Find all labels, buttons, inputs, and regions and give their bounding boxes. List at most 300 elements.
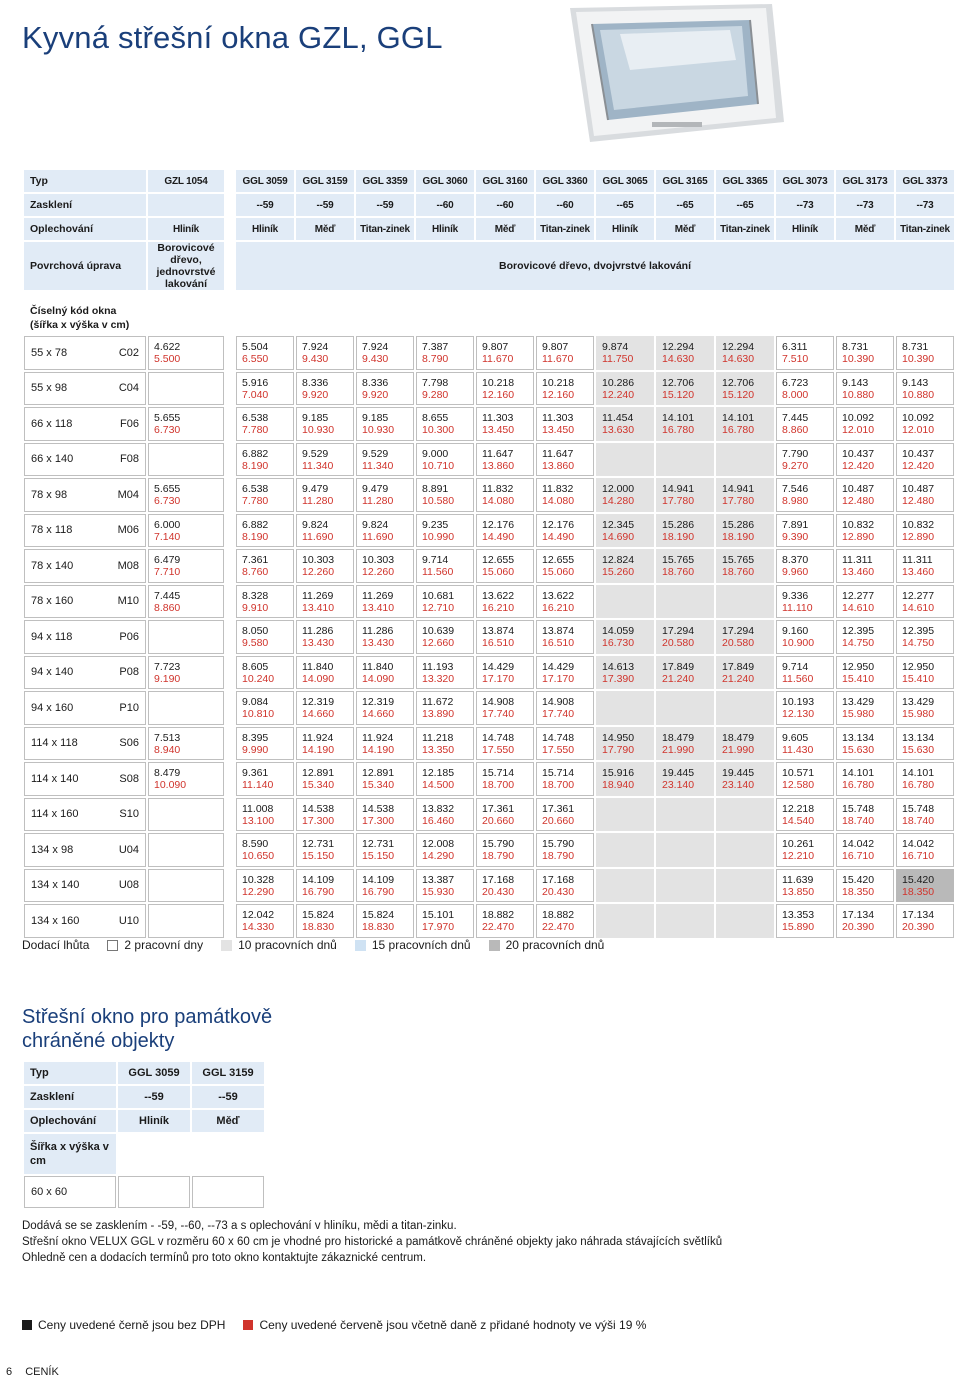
net-price: 17.849 <box>722 660 755 673</box>
page-number: 6 <box>6 1366 13 1378</box>
net-price: 8.328 <box>242 589 269 602</box>
gross-price: 11.140 <box>242 779 274 791</box>
gross-price: 11.280 <box>362 495 394 507</box>
col-flashing: Měď <box>296 218 354 240</box>
gross-price: 21.990 <box>662 743 695 756</box>
net-price: 10.328 <box>242 873 275 886</box>
net-price: 13.134 <box>902 731 935 744</box>
price-cell <box>896 549 954 583</box>
gross-price: 18.940 <box>602 779 635 791</box>
gross-price: 12.240 <box>602 388 635 401</box>
net-price: 11.924 <box>302 731 334 744</box>
red-square-icon <box>243 1320 253 1330</box>
net-price: 11.672 <box>422 696 454 708</box>
col-flashing: Titan-zinek <box>536 218 594 240</box>
net-price: 15.420 <box>902 873 935 886</box>
net-price: 9.000 <box>422 447 449 460</box>
gross-price: 11.340 <box>302 459 334 472</box>
table-row <box>24 336 954 370</box>
gross-price: 10.390 <box>902 353 935 365</box>
net-price: 10.832 <box>842 518 875 531</box>
col-flashing: Měď <box>476 218 534 240</box>
price-cell <box>236 762 294 796</box>
gross-price: 10.090 <box>154 779 187 791</box>
net-price: 6.311 <box>782 341 808 353</box>
gross-price: 12.480 <box>902 495 935 507</box>
gross-price: 13.100 <box>242 814 275 827</box>
net-price: 15.714 <box>542 767 575 779</box>
net-price: 10.437 <box>902 447 935 460</box>
gross-price: 21.240 <box>662 672 695 685</box>
gross-price: 8.860 <box>154 601 181 614</box>
price-cell <box>296 407 354 441</box>
gross-price: 13.860 <box>482 459 515 472</box>
gross-price: 6.730 <box>154 495 181 507</box>
gross-price: 10.650 <box>242 850 275 862</box>
col-flashing: Měď <box>656 218 714 240</box>
swatch-15-days <box>355 940 366 951</box>
price-cell <box>716 478 774 512</box>
size-cell <box>24 727 146 761</box>
size-code: C02 <box>118 346 139 359</box>
gross-price: 14.630 <box>722 353 755 365</box>
gross-price: 10.390 <box>842 353 875 365</box>
col-flashing: Titan-zinek <box>356 218 414 240</box>
price-cell <box>536 762 594 796</box>
price-cell <box>236 336 294 370</box>
gross-price: 14.330 <box>242 921 275 933</box>
net-price: 7.924 <box>302 341 329 353</box>
price-cell <box>776 904 834 938</box>
net-price: 12.218 <box>782 802 815 815</box>
gross-price: 14.750 <box>902 637 935 649</box>
gross-price: 14.610 <box>842 601 875 614</box>
net-price: 13.874 <box>542 625 575 637</box>
net-price: 12.731 <box>302 838 335 850</box>
table-row <box>24 904 954 938</box>
net-price: 6.000 <box>154 518 181 531</box>
delivery-legend-label: Dodací lhůta <box>22 938 90 952</box>
gross-price: 14.630 <box>662 353 695 365</box>
price-cell <box>596 691 654 725</box>
price-cell <box>596 407 654 441</box>
net-price: 10.487 <box>842 483 875 495</box>
col-flashing: Hliník <box>776 218 834 240</box>
price-cell <box>776 443 834 477</box>
net-price: 11.269 <box>362 589 394 602</box>
price-cell <box>716 656 774 690</box>
gross-price: 9.190 <box>154 672 181 685</box>
gross-price: 15.150 <box>362 850 395 862</box>
price-cell <box>416 620 474 654</box>
price-cell <box>236 727 294 761</box>
size-label: 66 x 118 <box>31 417 73 430</box>
gross-price: 13.430 <box>302 637 335 649</box>
gross-price: 18.790 <box>482 850 515 862</box>
gross-price: 16.710 <box>902 850 935 862</box>
gross-price: 9.280 <box>422 388 449 401</box>
price-cell <box>356 833 414 867</box>
legend-2-days: 2 pracovní dny <box>124 938 204 952</box>
net-price: 11.193 <box>422 660 454 673</box>
price-cell <box>296 904 354 938</box>
gross-price: 20.430 <box>482 885 515 898</box>
size-code: S08 <box>119 772 139 785</box>
legend-20-days: 20 pracovních dnů <box>505 938 605 952</box>
gross-price: 5.500 <box>154 353 181 365</box>
size-label: 114 x 118 <box>31 737 78 750</box>
gross-price: 10.990 <box>422 530 455 543</box>
gross-price: 15.150 <box>302 850 335 862</box>
size-cell <box>24 443 146 477</box>
gross-price: 11.670 <box>542 353 574 365</box>
price-cell <box>356 798 414 832</box>
size-cell <box>24 904 146 938</box>
gross-price: 12.210 <box>782 850 815 862</box>
swatch-2-days <box>107 940 118 951</box>
gross-price: 11.750 <box>602 353 634 365</box>
gross-price: 18.760 <box>722 566 755 578</box>
net-price: 6.882 <box>242 447 269 460</box>
price-cell <box>596 798 654 832</box>
net-price: 15.748 <box>842 802 875 815</box>
gross-price: 16.460 <box>422 814 455 827</box>
gross-price: 15.120 <box>662 388 695 401</box>
price-cell <box>656 798 714 832</box>
size-cell <box>24 372 146 406</box>
size-code: M08 <box>117 559 139 572</box>
col-glazing: --60 <box>416 194 474 216</box>
net-price: 15.748 <box>902 802 935 815</box>
net-price: 11.286 <box>302 625 334 637</box>
price-cell <box>716 798 774 832</box>
net-price: 14.042 <box>902 838 935 850</box>
header-flashing-label: Oplechování <box>24 218 146 240</box>
price-cell <box>896 514 954 548</box>
table-row <box>24 691 954 725</box>
net-price: 13.832 <box>422 802 455 815</box>
net-price: 12.176 <box>482 518 515 531</box>
net-price: 12.824 <box>602 554 635 566</box>
net-price: 14.538 <box>362 802 395 815</box>
price-cell <box>236 620 294 654</box>
price-cell <box>596 372 654 406</box>
gross-price: 17.970 <box>422 921 455 933</box>
size-label: 114 x 160 <box>31 808 79 821</box>
price-cell <box>356 407 414 441</box>
gross-price: 16.210 <box>542 601 575 614</box>
size-cell <box>24 514 146 548</box>
net-price: 12.319 <box>362 696 395 708</box>
gzl-price-cell <box>148 372 224 406</box>
net-price: 11.639 <box>782 873 814 886</box>
gzl-price-cell <box>148 798 224 832</box>
net-price: 11.269 <box>302 589 334 602</box>
price-cell <box>716 904 774 938</box>
gross-price: 16.510 <box>482 637 515 649</box>
gross-price: 21.240 <box>722 672 755 685</box>
gross-price: 15.410 <box>902 672 935 685</box>
price-cell <box>596 727 654 761</box>
net-price: 13.134 <box>842 731 875 744</box>
gross-price: 13.630 <box>602 424 635 436</box>
size-label: 78 x 98 <box>31 488 68 501</box>
gross-price: 13.320 <box>422 672 455 685</box>
price-cell <box>416 798 474 832</box>
price-cell <box>716 443 774 477</box>
price-cell <box>476 336 534 370</box>
price-cell <box>836 443 894 477</box>
net-price: 14.941 <box>662 483 695 495</box>
price-cell <box>236 443 294 477</box>
price-cell <box>476 656 534 690</box>
net-price: 13.622 <box>542 589 575 602</box>
gross-price: 9.910 <box>242 601 269 614</box>
price-cell <box>536 904 594 938</box>
gross-price: 9.390 <box>782 530 809 543</box>
net-price: 5.916 <box>242 376 269 389</box>
gross-price: 11.340 <box>362 459 394 472</box>
gross-price: 13.460 <box>902 566 935 578</box>
table-row <box>24 372 954 406</box>
col-type: GGL 3359 <box>356 170 414 192</box>
price-cell <box>536 549 594 583</box>
gross-price: 17.170 <box>542 672 575 685</box>
gross-price: 11.110 <box>782 601 813 614</box>
price-cell <box>476 407 534 441</box>
size-code: P08 <box>119 666 139 679</box>
gross-price: 10.710 <box>422 459 455 472</box>
gzl-type: GZL 1054 <box>148 170 224 192</box>
net-price: 7.790 <box>782 447 809 460</box>
gross-price: 8.790 <box>422 353 449 365</box>
size-label: 66 x 140 <box>31 453 74 466</box>
price-cell <box>356 514 414 548</box>
table-row <box>24 514 954 548</box>
gzl-price-cell <box>148 620 224 654</box>
col-type: GGL 3160 <box>476 170 534 192</box>
net-price: 8.336 <box>302 376 329 389</box>
price-cell <box>776 478 834 512</box>
header-glazing-label: Zasklení <box>24 194 146 216</box>
net-price: 12.655 <box>482 554 515 566</box>
price-cell <box>536 372 594 406</box>
price-cell <box>896 443 954 477</box>
size-cell <box>24 478 146 512</box>
net-price: 15.101 <box>422 909 455 921</box>
net-price: 15.765 <box>662 554 695 566</box>
swatch-20-days <box>489 940 500 951</box>
net-price: 11.303 <box>542 412 574 424</box>
price-cell <box>356 656 414 690</box>
price-cell <box>476 762 534 796</box>
gross-price: 15.060 <box>482 566 515 578</box>
gross-price: 23.140 <box>662 779 695 791</box>
gzl-price-cell <box>148 869 224 903</box>
price-cell <box>716 549 774 583</box>
price-cell <box>836 656 894 690</box>
gross-price: 15.060 <box>542 566 575 578</box>
gross-price: 14.280 <box>602 495 635 507</box>
price-cell <box>596 762 654 796</box>
gross-price: 12.420 <box>902 459 935 472</box>
price-cell <box>416 833 474 867</box>
gross-price: 8.190 <box>242 459 269 472</box>
gross-price: 10.930 <box>302 424 335 436</box>
price-cell <box>716 727 774 761</box>
price-cell <box>476 478 534 512</box>
gross-price: 12.010 <box>902 424 935 436</box>
gross-price: 11.670 <box>482 353 514 365</box>
price-cell <box>416 727 474 761</box>
gross-price: 18.700 <box>482 779 515 791</box>
net-price: 14.908 <box>542 696 575 708</box>
gross-price: 12.710 <box>422 601 455 614</box>
price-cell <box>476 798 534 832</box>
net-price: 17.361 <box>482 802 515 815</box>
price-cell <box>296 833 354 867</box>
price-cell <box>236 691 294 725</box>
gross-price: 9.960 <box>782 566 809 578</box>
net-price: 8.395 <box>242 731 269 744</box>
col-type: GGL 3373 <box>896 170 954 192</box>
net-price: 17.849 <box>662 660 695 673</box>
price-cell <box>416 478 474 512</box>
col-glazing: --59 <box>236 194 294 216</box>
price-cell <box>716 833 774 867</box>
net-price: 15.765 <box>722 554 755 566</box>
gross-price: 13.430 <box>362 637 395 649</box>
price-cell <box>656 904 714 938</box>
price-cell <box>416 656 474 690</box>
net-price: 14.101 <box>722 412 755 424</box>
gzl-price-cell <box>148 727 224 761</box>
price-cell <box>536 407 594 441</box>
net-price: 12.008 <box>422 838 455 850</box>
price-cell <box>236 904 294 938</box>
net-price: 9.874 <box>602 341 629 353</box>
price-cell <box>776 620 834 654</box>
net-price: 10.681 <box>422 589 455 602</box>
gross-price: 17.740 <box>482 708 515 720</box>
black-square-icon <box>22 1320 32 1330</box>
net-price: 12.176 <box>542 518 575 531</box>
gross-price: 18.760 <box>662 566 695 578</box>
gross-price: 11.560 <box>422 566 454 578</box>
gross-price: 13.410 <box>302 601 335 614</box>
size-code: U04 <box>118 843 139 856</box>
gross-price: 9.580 <box>242 637 269 649</box>
gross-price: 10.810 <box>242 708 275 720</box>
price-cell <box>836 620 894 654</box>
size-label: 78 x 140 <box>31 559 74 572</box>
gross-price: 15.340 <box>302 779 335 791</box>
col-type: GGL 3073 <box>776 170 834 192</box>
gross-price: 14.750 <box>842 637 875 649</box>
price-cell <box>476 443 534 477</box>
price-cell <box>296 691 354 725</box>
net-price: 11.924 <box>362 731 394 744</box>
price-cell <box>656 514 714 548</box>
net-price: 9.185 <box>302 412 329 424</box>
net-price: 7.387 <box>422 341 449 353</box>
gross-price: 12.010 <box>842 424 875 436</box>
table-row <box>24 549 954 583</box>
net-price: 11.286 <box>362 625 394 637</box>
gross-price: 14.090 <box>362 672 395 685</box>
size-label: 114 x 140 <box>31 772 79 785</box>
gross-price: 12.890 <box>902 530 935 543</box>
price-cell <box>536 656 594 690</box>
price-cell <box>536 478 594 512</box>
net-price: 14.101 <box>842 767 875 779</box>
gross-price: 14.660 <box>302 708 335 720</box>
price-cell <box>836 336 894 370</box>
gross-price: 10.930 <box>362 424 395 436</box>
size-code: M10 <box>117 595 139 608</box>
net-price: 18.479 <box>662 731 695 744</box>
price-cell <box>776 727 834 761</box>
price-cell <box>356 691 414 725</box>
net-price: 10.639 <box>422 625 455 637</box>
gross-price: 15.980 <box>902 708 935 720</box>
price-cell <box>596 620 654 654</box>
price-cell <box>896 620 954 654</box>
price-cell <box>356 336 414 370</box>
net-price: 14.429 <box>542 660 575 673</box>
table-row <box>24 443 954 477</box>
net-price: 11.832 <box>482 483 514 495</box>
net-price: 9.529 <box>302 447 329 460</box>
price-cell <box>416 407 474 441</box>
gross-price: 13.860 <box>542 459 575 472</box>
gzl-flashing: Hliník <box>148 218 224 240</box>
col-glazing: --59 <box>296 194 354 216</box>
price-cell <box>836 478 894 512</box>
net-price: 13.874 <box>482 625 515 637</box>
gzl-price-cell <box>148 762 224 796</box>
net-price: 7.723 <box>154 660 181 673</box>
price-cell <box>596 869 654 903</box>
price-cell <box>656 727 714 761</box>
price-cell <box>656 869 714 903</box>
gross-price: 20.660 <box>542 814 575 827</box>
size-code: M06 <box>117 524 139 537</box>
net-price: 15.714 <box>482 767 515 779</box>
net-price: 9.143 <box>842 376 869 389</box>
net-price: 10.303 <box>362 554 395 566</box>
col-flashing: Titan-zinek <box>716 218 774 240</box>
price-cell <box>716 762 774 796</box>
gross-price: 18.740 <box>902 814 935 827</box>
net-price: 12.706 <box>722 376 755 389</box>
net-price: 13.429 <box>842 696 875 708</box>
price-cell <box>476 372 534 406</box>
price-cell <box>656 372 714 406</box>
gross-price: 23.140 <box>722 779 755 791</box>
net-price: 11.647 <box>542 447 574 460</box>
net-price: 9.824 <box>362 518 389 531</box>
notes: Dodává se se zasklením - -59, --60, --73 a s oplechování v hliníku, mědi a titan-zinku. Střešní okno VELUX GGL v rozměru 60 x 60 cm je vhodné pro historické a památkově chráněné objekty jako náhrada stávajících světlíků Ohledně cen a dodacích termínů pro toto okno kontaktujte zákaznické centrum. <box>22 1220 723 1264</box>
price-cell <box>776 585 834 619</box>
price-cell <box>356 372 414 406</box>
gzl-price-cell <box>148 478 224 512</box>
net-price: 14.748 <box>482 731 515 744</box>
legend-10-days: 10 pracovních dnů <box>238 938 337 952</box>
price-cell <box>536 727 594 761</box>
gross-price: 11.690 <box>362 530 394 543</box>
gross-price: 14.190 <box>302 743 335 756</box>
